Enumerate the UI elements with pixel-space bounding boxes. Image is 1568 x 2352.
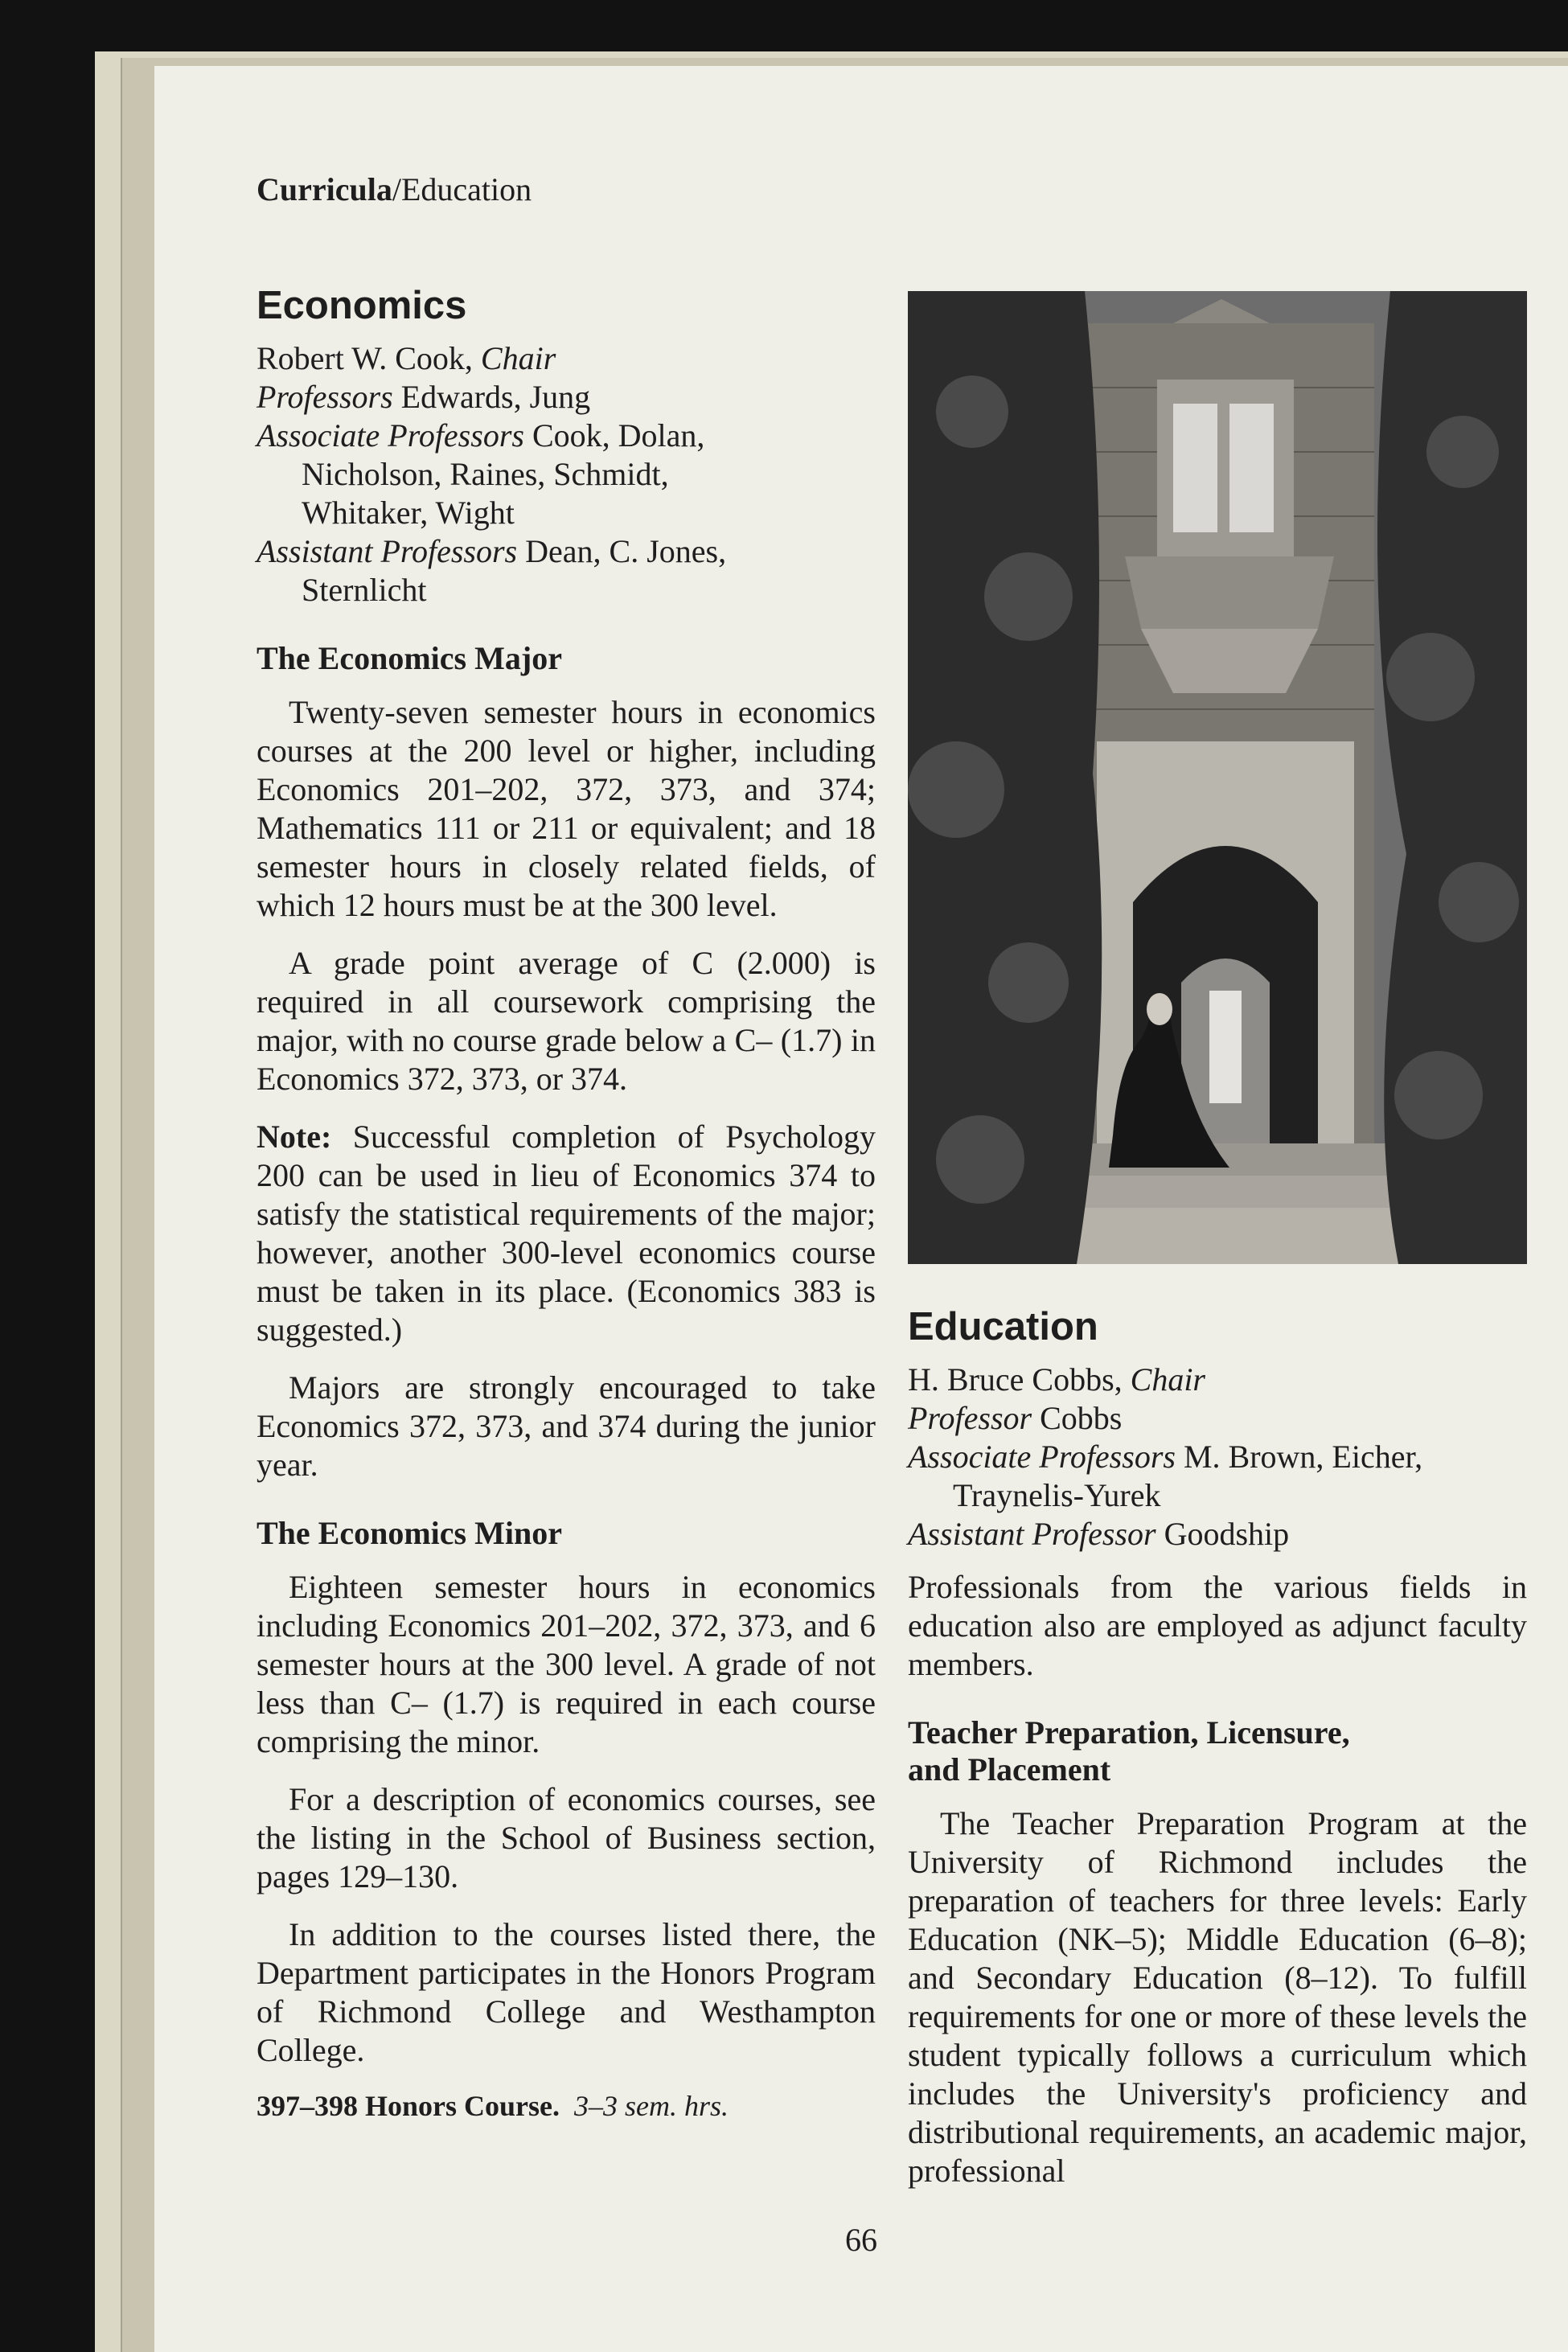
economics-major-paragraph-2: A grade point average of C (2.000) is required in all coursework comprising the major, with no course grade below a C– (1.7) in Economics 372, 373, or 374.: [257, 945, 876, 1097]
edu-professor-names: Cobbs: [1032, 1400, 1123, 1436]
honors-course-title: 397–398 Honors Course.: [257, 2090, 560, 2122]
econ-associate-role: Associate Professors: [257, 417, 524, 454]
economics-minor-paragraph-1: Eighteen semester hours in economics including Economics 201–202, 372, 373, and 6 semester hours at the 300 level. A grade of not less than C– (1.7) is required in each course comprising the minor.: [257, 1569, 876, 1759]
edu-chair-role: Chair: [1130, 1361, 1205, 1398]
economics-major-paragraph-3: Majors are strongly encouraged to take Economics 372, 373, and 374 during the junior year.: [257, 1369, 876, 1483]
econ-associate-names-1: Cook, Dolan,: [523, 417, 705, 454]
econ-professors-names: Edwards, Jung: [392, 379, 591, 415]
econ-associate-names-2: Nicholson, Raines, Schmidt,: [302, 456, 669, 492]
edu-assistant-role: Assistant Professor: [908, 1516, 1156, 1552]
economics-major-paragraph-1: Twenty-seven semester hours in economics courses at the 200 level or higher, including Economics 201–202, 372, 373, and 374; Mathematics 111 or 211 or equivalent; and 18 semester hours in closely related fields, of which 12 hours must be at the 300 level.: [257, 694, 876, 923]
edu-professor-role: Professor: [908, 1400, 1032, 1436]
economics-title: Economics: [257, 284, 467, 327]
economics-minor-paragraph-3: In addition to the courses listed there, the Department participates in the Honors Program of Richmond College and Westhampton College.: [257, 1916, 876, 2068]
header-subsection: /Education: [392, 171, 532, 207]
education-intro: Professionals from the various fields in education also are employed as adjunct faculty members.: [908, 1569, 1527, 1682]
header-section: Curricula: [257, 171, 392, 207]
note-label: Note:: [257, 1119, 332, 1155]
campus-archway-photo: [908, 291, 1527, 1264]
economics-minor-paragraph-2: For a description of economics courses, see the listing in the School of Business section, pages 129–130.: [257, 1781, 876, 1894]
economics-major-heading: The Economics Major: [257, 640, 562, 676]
edu-associate-names-2: Traynelis-Yurek: [953, 1477, 1161, 1513]
education-title: Education: [908, 1305, 1098, 1348]
left-column: [257, 283, 876, 2123]
edu-associate-names-1: M. Brown, Eicher,: [1175, 1439, 1423, 1475]
econ-chair-name: Robert W. Cook,: [257, 340, 481, 376]
right-column: [908, 1304, 1527, 2210]
running-header: [257, 170, 532, 208]
econ-professors-role: Professors: [257, 379, 393, 415]
econ-assistant-names-2: Sternlicht: [302, 572, 427, 608]
honors-course-line: [257, 2089, 876, 2123]
teacher-heading-line-1: Teacher Preparation, Licensure,: [908, 1714, 1350, 1751]
teacher-heading-line-2: and Placement: [908, 1751, 1111, 1788]
honors-course-hours: 3–3 sem. hrs.: [574, 2090, 729, 2122]
teacher-preparation-heading: [908, 1714, 1527, 1788]
economics-faculty: [257, 339, 876, 610]
econ-associate-names-3: Whitaker, Wight: [302, 495, 515, 531]
teacher-preparation-paragraph: The Teacher Preparation Program at the University of Richmond includes the preparation of teachers for three levels: Early Education (NK–5); Middle Education (6–8); and Secondary Education (8–12). To fulfill requirements for one or more of these levels the student typically follows a curriculum which includes the University's proficiency and distributional requirements, an academic major, professional: [908, 1805, 1527, 2189]
archway-photo-illustration: [908, 291, 1527, 1264]
economics-minor-heading: The Economics Minor: [257, 1515, 562, 1551]
econ-assistant-role: Assistant Professors: [257, 533, 518, 569]
edu-chair-name: H. Bruce Cobbs,: [908, 1361, 1131, 1398]
edu-associate-role: Associate Professors: [908, 1439, 1176, 1475]
education-faculty: [908, 1361, 1527, 1554]
catalog-page: [154, 66, 1568, 2352]
edu-assistant-names: Goodship: [1155, 1516, 1290, 1552]
note-text: Successful completion of Psychology 200 can be used in lieu of Economics 374 to satisfy the statistical requirements of the major; however, another 300-level economics course must be taken in its place. (Economics 383 is suggested.): [257, 1119, 876, 1348]
page-number: 66: [845, 2222, 877, 2258]
econ-assistant-names-1: Dean, C. Jones,: [517, 533, 727, 569]
economics-note: [257, 1118, 876, 1349]
econ-chair-role: Chair: [480, 340, 556, 376]
